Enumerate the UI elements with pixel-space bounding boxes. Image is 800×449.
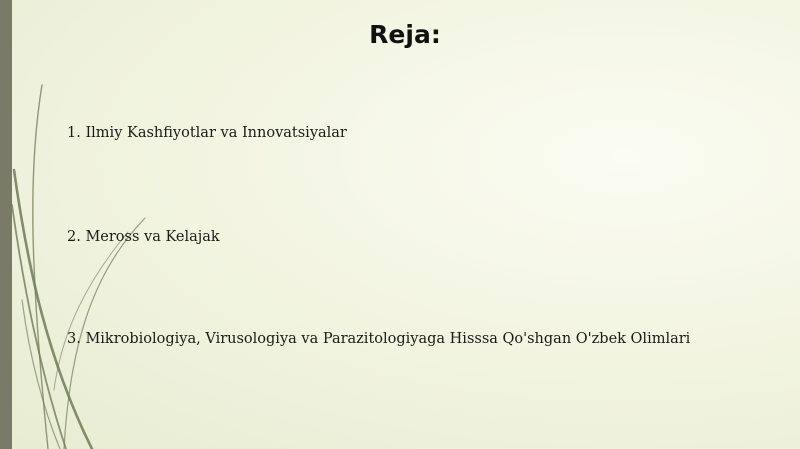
grass-blade [12, 205, 66, 449]
left-accent-strip [0, 0, 12, 449]
plan-item-3: 3. Mikrobiologiya, Virusologiya va Parazitologiyaga Hisssa Qo'shgan O'zbek Olimlari [67, 331, 691, 347]
grass-blade [22, 300, 60, 449]
grass-blade [33, 85, 48, 449]
grass-blade [54, 232, 128, 390]
grass-blade [14, 170, 92, 449]
plan-item-2: 2. Meross va Kelajak [67, 229, 220, 245]
plan-item-1: 1. Ilmiy Kashfiyotlar va Innovatsiyalar [67, 125, 347, 141]
slide-title: Reja: [369, 20, 441, 49]
